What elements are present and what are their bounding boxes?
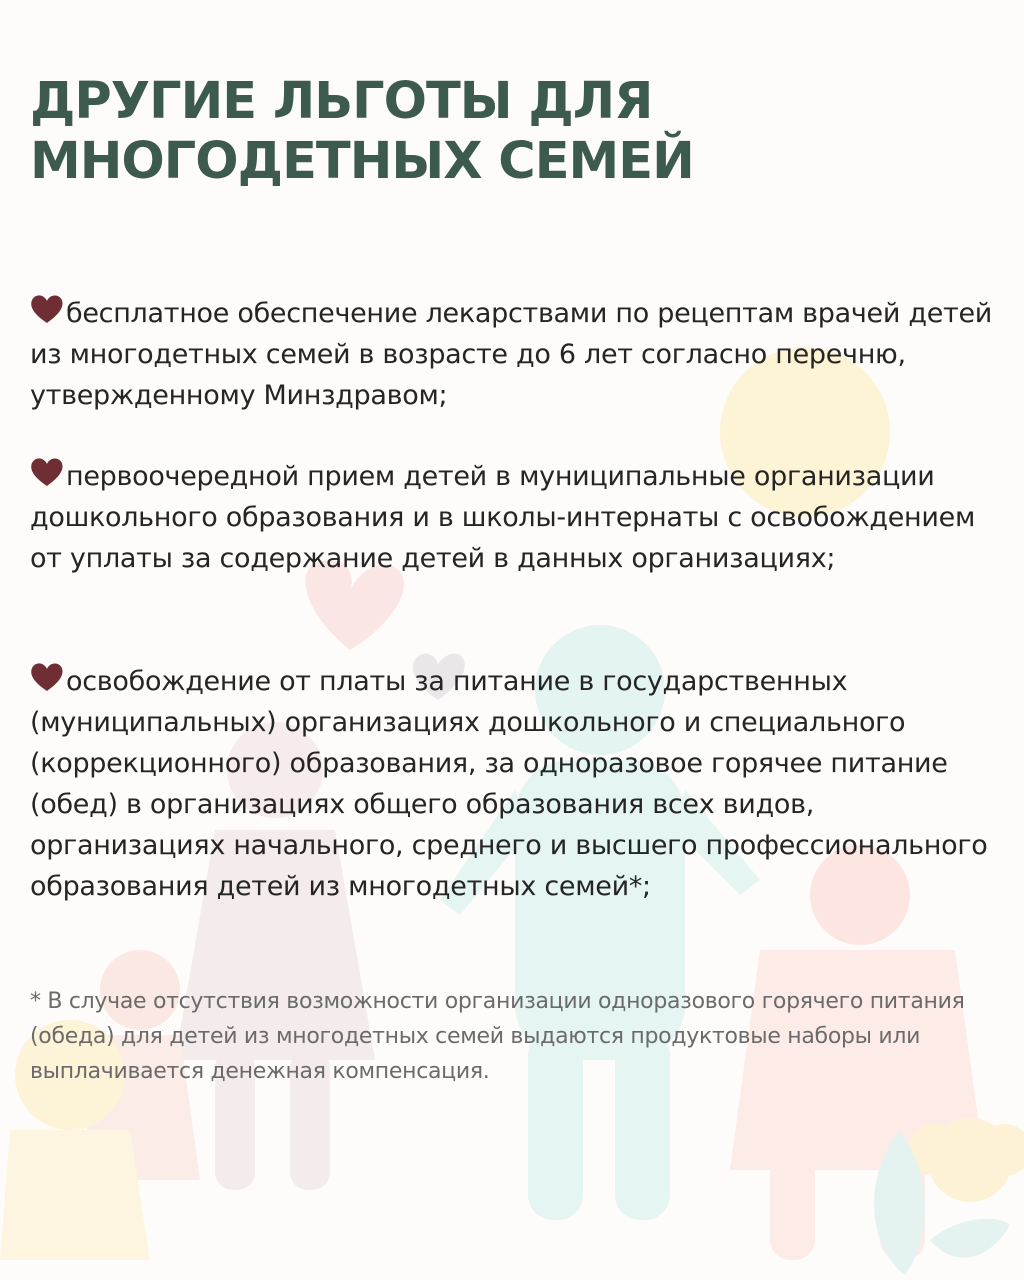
benefit-text: освобождение от платы за питание в государственных (муниципальных) организациях дошкольного и специального (коррекционного) образования, за одноразовое горячее питание (обед) в организациях общего образования всех видов, организациях начального, среднего и высшего профессионального образования детей из многодетных семей*;: [30, 666, 988, 902]
benefit-text: первоочередной прием детей в муниципальные организации дошкольного образования и в школы-интернаты с освобождением от уплаты за содержание детей в данных организациях;: [30, 461, 976, 574]
benefit-text: бесплатное обеспечение лекарствами по рецептам врачей детей из многодетных семей в возрасте до 6 лет согласно перечню, утвержденному Минздравом;: [30, 298, 993, 411]
heart-icon: [30, 662, 64, 692]
benefit-item-preschool: [30, 456, 1005, 579]
heart-icon: [30, 457, 64, 487]
heart-icon: [30, 294, 64, 324]
page-title: ДРУГИЕ ЛЬГОТЫ ДЛЯ МНОГОДЕТНЫХ СЕМЕЙ: [30, 72, 694, 191]
benefit-item-meals: [30, 661, 1005, 907]
benefit-item-medicines: [30, 293, 1005, 416]
footnote: * В случае отсутствия возможности организации одноразового горячего питания (обеда) для детей из многодетных семей выдаются продуктовые наборы или выплачивается денежная компенсация.: [30, 989, 965, 1084]
